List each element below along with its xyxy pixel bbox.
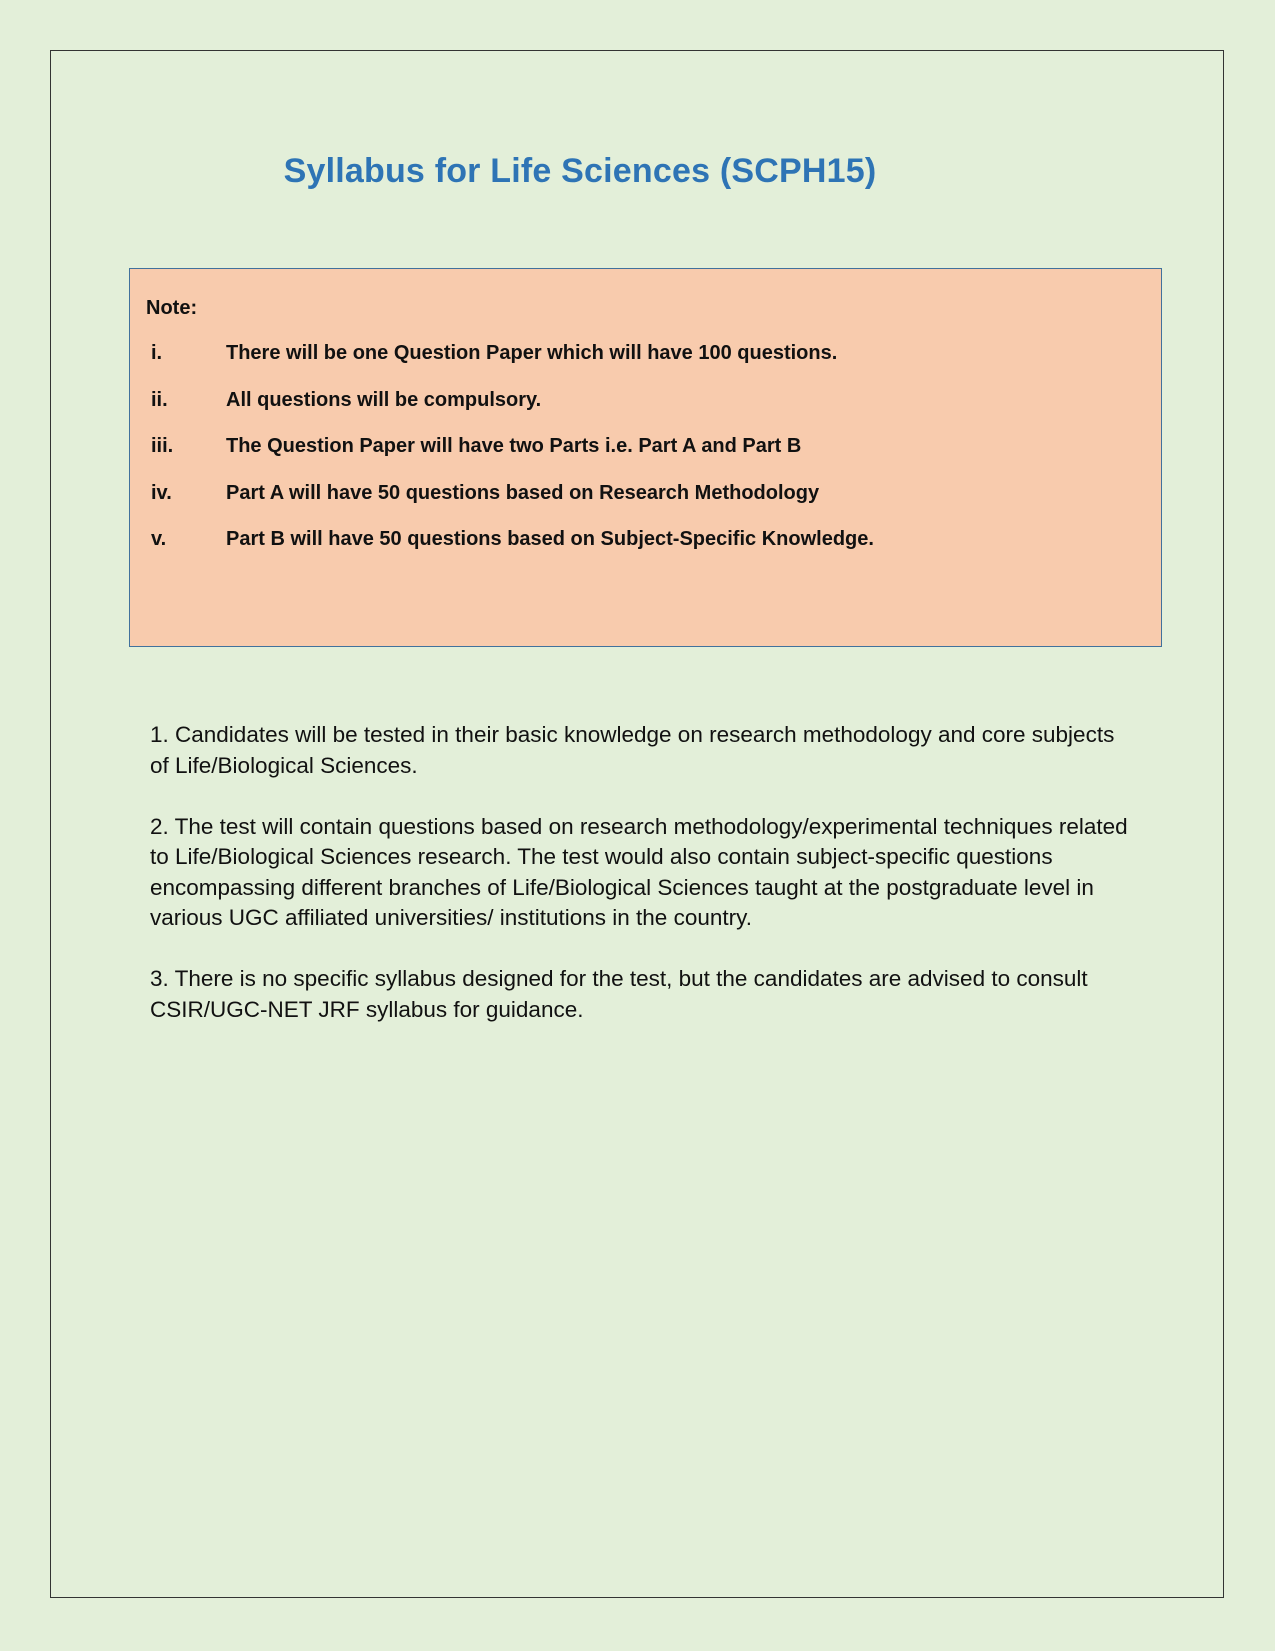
note-label: Note: (146, 297, 198, 319)
note-item-text: All questions will be compulsory. (226, 388, 542, 411)
note-item-text: The Question Paper will have two Parts i.e. Part A and Part B (226, 435, 802, 457)
note-item-number: iv. (151, 481, 172, 504)
note-item-number: v. (151, 528, 167, 550)
paragraph: 3. There is no specific syllabus designed for the test, but the candidates are advised to consult CSIR/UGC-NET JRF syllabus for guidance. (150, 966, 1088, 1022)
note-item-text: There will be one Question Paper which will have 100 questions. (226, 342, 838, 364)
note-box (129, 268, 1162, 647)
paragraph: 1. Candidates will be tested in their basic knowledge on research methodology and core subjects of Life/Biological Sciences. (150, 722, 1115, 778)
note-item-text: Part A will have 50 questions based on Research Methodology (226, 481, 820, 504)
note-item-number: ii. (151, 388, 168, 411)
note-item-number: i. (151, 342, 163, 364)
note-item-number: iii. (151, 435, 174, 457)
paragraph: 2. The test will contain questions based on research methodology/experimental techniques related to Life/Biological Sciences research. The test would also contain subject-specific questions encompassing different branches of Life/Biological Sciences taught at the postgraduate level in various UGC affiliated universities/ institutions in the country. (150, 813, 1128, 930)
page-title: Syllabus for Life Sciences (SCPH15) (283, 152, 877, 190)
note-item-text: Part B will have 50 questions based on Subject-Specific Knowledge. (226, 528, 874, 550)
body-text (150, 720, 1130, 1056)
